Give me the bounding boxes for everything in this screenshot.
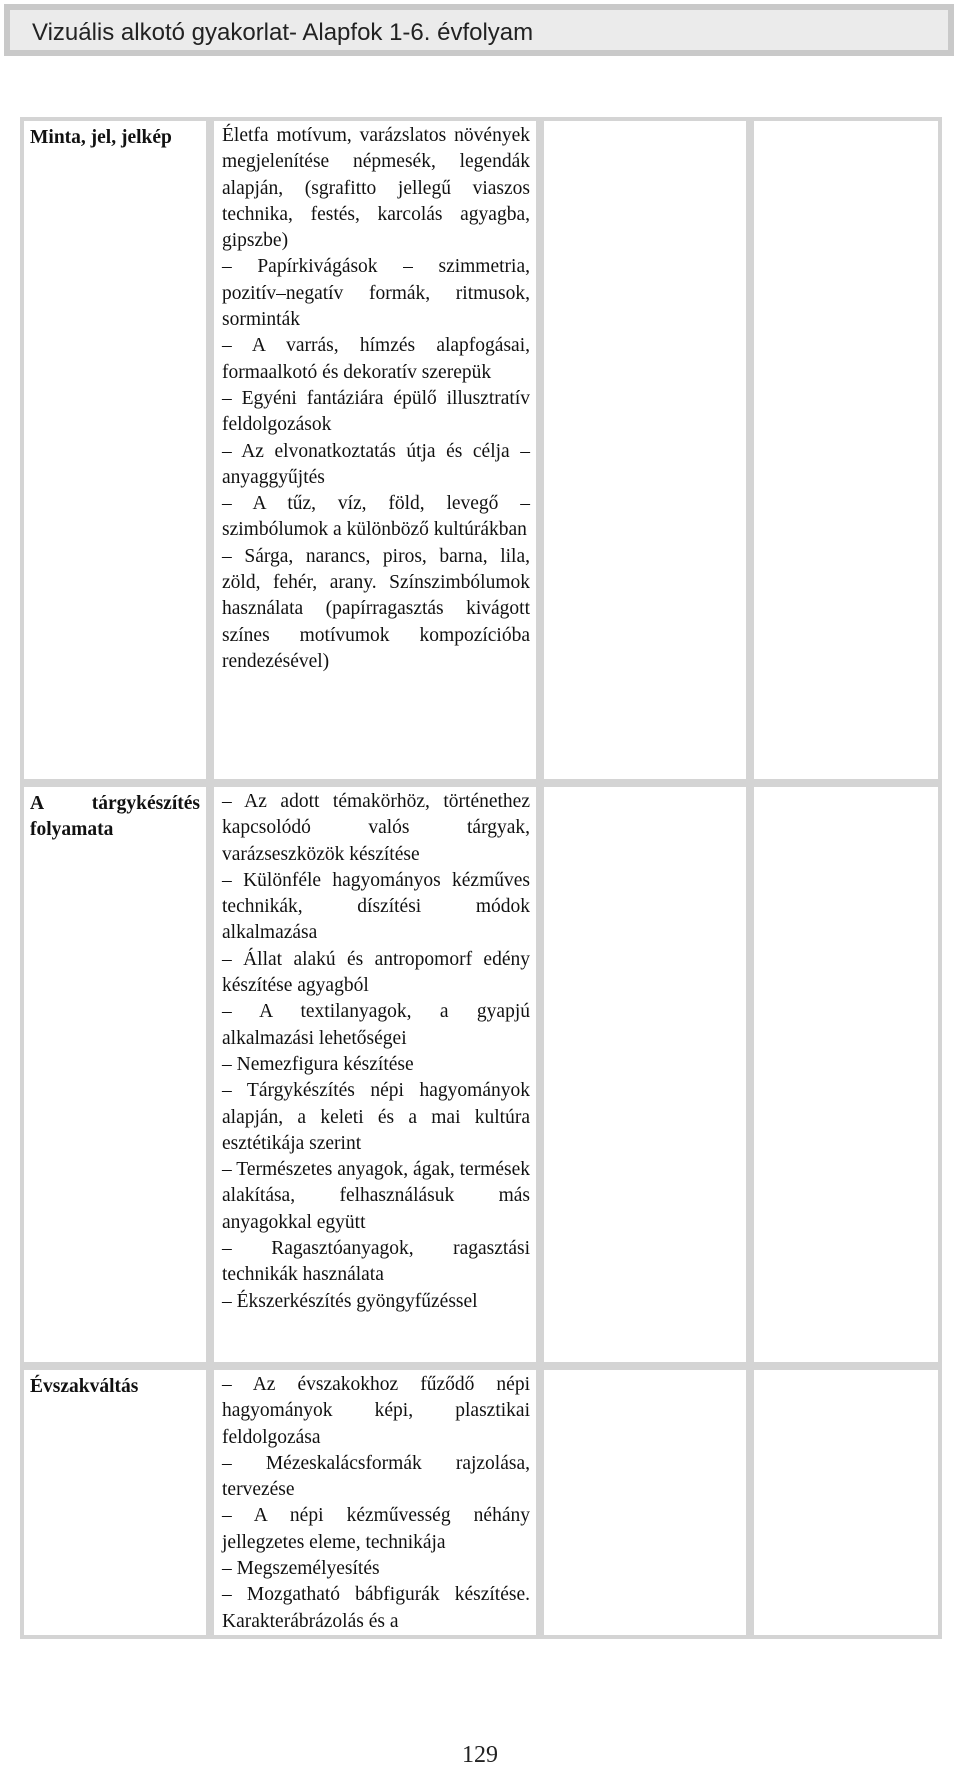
content-item: – Az elvonatkoztatás útja és célja – anyaggyűjtés (222, 440, 530, 488)
topic-title: Minta, jel, jelkép (30, 127, 172, 148)
content-cell (210, 783, 540, 1366)
empty-cell (540, 783, 750, 1366)
content-item: – Tárgykészítés népi hagyományok alapján, a keleti és a mai kultúra esztétikája szerint (222, 1080, 530, 1154)
topic-cell (20, 783, 210, 1366)
content-item: – Az adott témakörhöz, történethez kapcsolódó valós tárgyak, varázseszközök készítése (222, 791, 530, 865)
content-item: – Természetes anyagok, ágak, termések alakítása, felhasználásuk más anyagokkal együtt (222, 1159, 530, 1233)
content-item: Életfa motívum, varázslatos növények megjelenítése népmesék, legendák alapján, (sgrafitto jellegű viaszos technika, festés, karcolás agyagba, gipszbe) (222, 125, 530, 252)
content-item: – A varrás, hímzés alapfogásai, formaalkotó és dekoratív szerepük (222, 335, 530, 383)
content-item: – A tűz, víz, föld, levegő – szimbólumok a különböző kultúrákban (222, 493, 530, 541)
content-item: – Mézeskalácsformák rajzolása, tervezése (222, 1452, 530, 1501)
curriculum-table (20, 117, 942, 1639)
empty-cell (750, 783, 942, 1366)
content-item: – Nemezfigura készítése (222, 1053, 414, 1075)
table-row (20, 1366, 942, 1639)
document-title: Vizuális alkotó gyakorlat- Alapfok 1-6. évfolyam (32, 19, 534, 46)
content-item: – Ékszerkészítés gyöngyfűzéssel (222, 1290, 478, 1312)
content-item: – A népi kézművesség néhány jellegzetes eleme, technikája (222, 1505, 530, 1553)
content-item: – Sárga, narancs, piros, barna, lila, zöld, fehér, arany. Színszimbólumok használata (papírragasztás kivágott színes motívumok kompozícióba rendezésével) (222, 545, 530, 672)
content-item: – Megszemélyesítés (222, 1558, 380, 1580)
content-item: – Papírkivágások – szimmetria, pozitív–negatív formák, ritmusok, sorminták (222, 256, 530, 331)
content-cell (210, 117, 540, 783)
content-item: – A textilanyagok, a gyapjú alkalmazási lehetőségei (222, 1001, 530, 1049)
table-row (20, 783, 942, 1366)
page-number: 129 (462, 1742, 498, 1768)
content-item: – Különféle hagyományos kézműves technikák, díszítési módok alkalmazása (222, 869, 530, 944)
empty-cell (750, 117, 942, 783)
empty-cell (750, 1366, 942, 1639)
topic-title: A tárgykészítés folyamata (30, 793, 200, 841)
topic-cell (20, 1366, 210, 1639)
empty-cell (540, 1366, 750, 1639)
content-item: – Mozgatható bábfigurák készítése. Karakterábrázolás és a (222, 1584, 530, 1632)
content-cell (210, 1366, 540, 1639)
empty-cell (540, 117, 750, 783)
content-item: – Ragasztóanyagok, ragasztási technikák használata (222, 1238, 530, 1286)
content-item: – Az évszakokhoz fűződő népi hagyományok képi, plasztikai feldolgozása (222, 1374, 530, 1448)
topic-cell (20, 117, 210, 783)
content-item: – Egyéni fantáziára épülő illusztratív feldolgozások (222, 387, 530, 436)
table-row (20, 117, 942, 783)
content-item: – Állat alakú és antropomorf edény készítése agyagból (222, 948, 530, 997)
header-bar (4, 4, 954, 56)
topic-title: Évszakváltás (30, 1376, 139, 1397)
